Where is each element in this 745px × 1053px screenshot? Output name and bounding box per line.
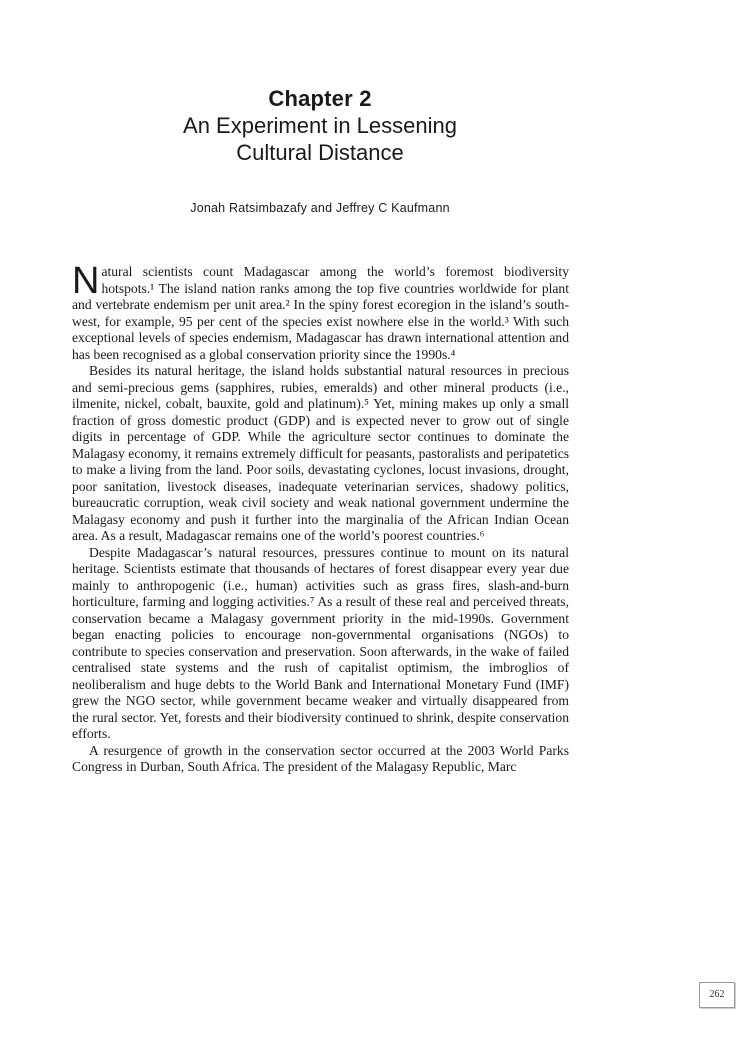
chapter-heading: [0, 86, 640, 166]
chapter-authors: Jonah Ratsimbazafy and Jeffrey C Kaufmann: [190, 201, 450, 215]
paragraph-1-text: atural scientists count Madagascar among the world’s foremost biodiversity hotspots.¹ The island nation ranks among the top five countries worldwide for plant and vertebrate endemism per unit area.² In the spiny forest ecoregion in the island’s south-west, for example, 95 per cent of the species exist nowhere else in the world.³ With such exceptional levels of species endemism, Madagascar has drawn international attention and has been recognised as a global conservation priority since the 1990s.⁴: [72, 264, 569, 362]
paragraph-1: [72, 260, 569, 363]
paragraph-4: A resurgence of growth in the conservation sector occurred at the 2003 World Parks Congress in Durban, South Africa. The president of the Malagasy Republic, Marc: [72, 742, 569, 774]
paragraph-3: Despite Madagascar’s natural resources, pressures continue to mount on its natural heritage. Scientists estimate that thousands of hectares of forest disappear every year due mainly to anthropogenic (i.e., human) activities such as grass fires, slash-and-burn horticulture, farming and logging activities.⁷ As a result of these real and perceived threats, conservation became a Malagasy government priority in the mid-1990s. Government began enacting policies to encourage non-governmental organisations (NGOs) to contribute to species conservation and preservation. Soon afterwards, in the wake of failed centralised state systems and the rush of capitalist optimism, the imbroglios of neoliberalism and huge debts to the World Bank and International Monetary Fund (IMF) grew the NGO sector, while government became weaker and virtually disappeared from the rural sector. Yet, forests and their biodiversity continued to shrink, despite conservation efforts.: [72, 544, 569, 741]
drop-cap: N: [72, 260, 100, 302]
chapter-title-line-1: An Experiment in Lessening: [183, 113, 457, 138]
chapter-title-line-2: Cultural Distance: [236, 140, 404, 165]
chapter-body: [72, 260, 569, 776]
paragraph-2: Besides its natural heritage, the island holds substantial natural resources in precious and semi-precious gems (sapphires, rubies, emeralds) and other mineral products (i.e., ilmenite, nickel, cobalt, bauxite, gold and platinum).⁵ Yet, mining makes up only a small fraction of gross domestic product (GDP) and is expected never to grow out of single digits in percentage of GDP. While the agriculture sector continues to dominate the Malagasy economy, it remains extremely difficult for peasants, pastoralists and peripatetics to make a living from the land. Poor soils, devastating cyclones, locust invasions, drought, poor sanitation, livestock diseases, inadequate veterinarian services, shadowy politics, bureaucratic corruption, weak civil society and weak national government undermine the Malagasy economy and push it further into the marginalia of the African Indian Ocean area. As a result, Madagascar remains one of the world’s poorest countries.⁶: [72, 363, 569, 543]
page-number: 262: [699, 982, 735, 1008]
chapter-label: Chapter 2: [268, 86, 372, 111]
